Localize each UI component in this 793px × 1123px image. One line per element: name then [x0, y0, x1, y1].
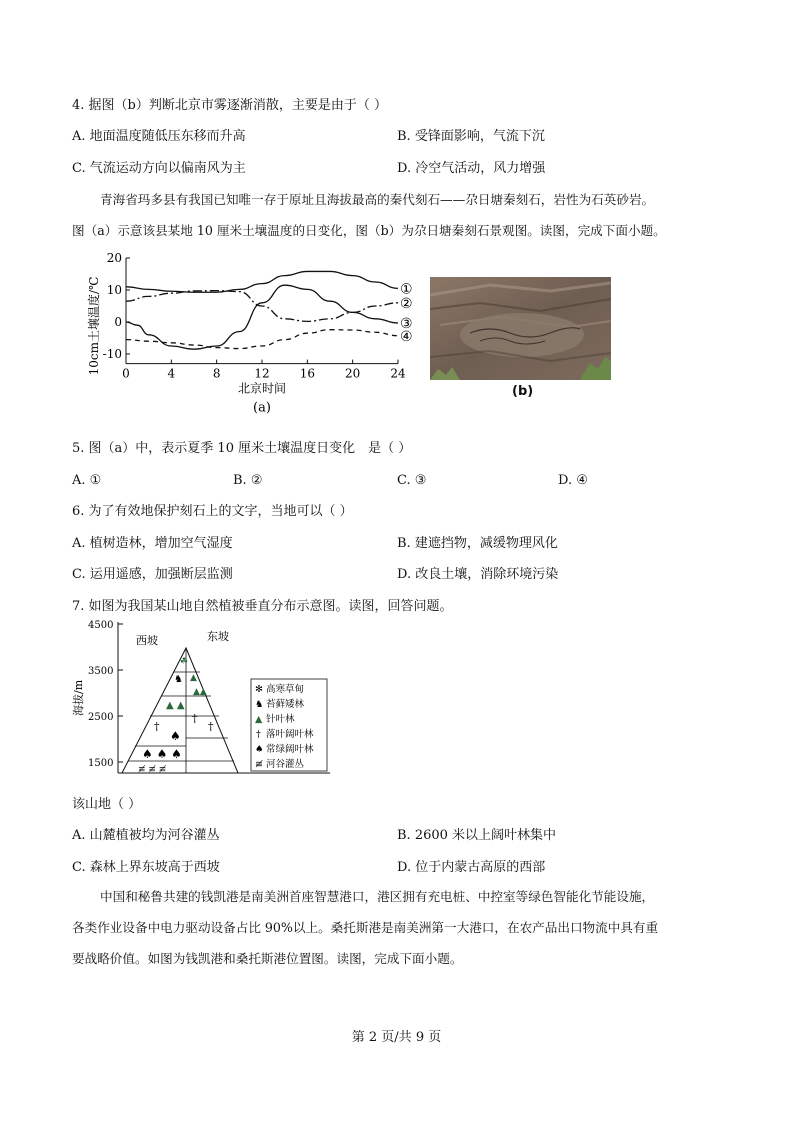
deciduous-icon: † [154, 720, 160, 733]
q4-option-d[interactable]: D. 冷空气活动，风力增强 [397, 161, 546, 176]
evergreen-icon-2: ♠ ♠ ♠ [142, 747, 182, 761]
question-7-sub: 该山地（ ） [72, 797, 142, 812]
series-line-2 [126, 291, 398, 322]
series-label-4: ④ [400, 328, 413, 345]
q5-option-b[interactable]: B. ② [233, 473, 263, 488]
series-line-1 [126, 271, 398, 292]
chart-series [126, 271, 398, 349]
chart-y-label: 10cm土壤温度/℃ [87, 276, 101, 376]
q5-option-a[interactable]: A. ① [72, 473, 102, 488]
passage2-line3: 要战略价值。如图为钱凯港和桑托斯港位置图。读图，完成下面小题。 [72, 951, 463, 966]
q6-option-a[interactable]: A. 植树造林，增加空气湿度 [72, 536, 233, 551]
legend-deciduous: 落叶阔叶林 [266, 729, 314, 740]
series-label-1: ① [400, 281, 413, 298]
legend-moss: 苔藓矮林 [266, 699, 305, 710]
x-tick-label: 0 [122, 366, 130, 381]
legend-evergreen: 常绿阔叶林 [266, 744, 314, 755]
series-line-3 [126, 285, 398, 349]
chart-labels [400, 281, 413, 344]
chart-x-label: 北京时间 [237, 381, 287, 396]
y-tick-1500: 1500 [88, 758, 114, 769]
conifer-icon-2: ▲ ▲ [166, 700, 185, 711]
q6-option-d[interactable]: D. 改良土壤，消除环境污染 [397, 567, 559, 582]
q5-option-d[interactable]: D. ④ [558, 473, 588, 488]
y-tick-label: -10 [102, 347, 122, 361]
passage2-line2: 各类作业设备中电力驱动设备占比 90%以上。桑托斯港是南美洲第一大港口，在农产品出口物流中具有重 [72, 920, 659, 935]
q6-option-b[interactable]: B. 建遮挡物，减缓物理风化 [397, 536, 558, 551]
mountain-vegetation-diagram [70, 616, 340, 780]
legend-shrub-icon: ≢ [255, 759, 263, 770]
mountain-y-label: 海拔/m [72, 679, 85, 716]
q7-option-a[interactable]: A. 山麓植被均为河谷灌丛 [72, 828, 220, 843]
shrub-icon: ≢ ≢ ≢ [138, 765, 167, 775]
legend-moss-icon: ♞ [255, 699, 264, 710]
figure-b-caption: (b) [512, 384, 534, 399]
deciduous-icon-3: † [208, 720, 214, 733]
passage2-line1: 中国和秘鲁共建的钱凯港是南美洲首座智慧港口，港区拥有充电桩、中控室等绿色智能化节能设施， [100, 889, 655, 904]
y-tick-4500: 4500 [88, 620, 114, 631]
question-7-stem: 7. 如图为我国某山地自然植被垂直分布示意图。读图，回答问题。 [72, 599, 453, 614]
q7-option-d[interactable]: D. 位于内蒙古高原的西部 [397, 860, 546, 875]
q4-option-b[interactable]: B. 受锋面影响，气流下沉 [397, 129, 545, 144]
question-4-stem: 4. 据图（b）判断北京市雾逐渐消散，主要是由于（ ） [72, 98, 387, 113]
x-tick-label: 8 [212, 366, 221, 381]
y-tick-label: 20 [106, 251, 122, 265]
passage1-line1: 青海省玛多县有我国已知唯一存于原址且海拔最高的秦代刻石——尕日塘秦刻石，岩性为石英砂岩。 [100, 192, 655, 207]
legend-meadow-icon: ✻ [255, 684, 263, 695]
x-tick-label: 4 [167, 366, 176, 381]
legend-conifer: 针叶林 [266, 714, 295, 725]
q4-option-a[interactable]: A. 地面温度随低压东移而升高 [72, 129, 246, 144]
q4-option-c[interactable]: C. 气流运动方向以偏南风为主 [72, 161, 246, 176]
west-slope-label: 西坡 [136, 634, 158, 647]
q7-option-c[interactable]: C. 森林上界东坡高于西坡 [72, 860, 220, 875]
q5-option-c[interactable]: C. ③ [397, 473, 427, 488]
series-label-3: ③ [400, 315, 413, 332]
conifer-icon-3: ▲▲ [193, 687, 207, 697]
passage1-line2: 图（a）示意该县某地 10 厘米土壤温度的日变化，图（b）为尕日塘秦刻石景观图。读图，完成下面小题。 [72, 223, 666, 238]
q6-option-c[interactable]: C. 运用遥感，加强断层监测 [72, 567, 233, 582]
x-tick-label: 24 [390, 366, 406, 381]
conifer-icon: ▲ [190, 673, 197, 683]
legend-evergreen-icon: ♠ [255, 744, 264, 755]
y-tick-label: 10 [106, 283, 122, 297]
question-5-stem: 5. 图（a）中，表示夏季 10 厘米土壤温度日变化 是（ ） [72, 441, 412, 456]
meadow-icon: ☘ [180, 657, 189, 667]
y-tick-label: 0 [114, 315, 122, 329]
chart-caption: (a) [253, 400, 271, 416]
deciduous-icon-2: † [192, 712, 198, 725]
legend-meadow: 高寒草甸 [266, 684, 305, 695]
legend-shrub: 河谷灌丛 [266, 759, 305, 770]
q7-option-b[interactable]: B. 2600 米以上阔叶林集中 [397, 828, 557, 843]
y-tick-2500: 2500 [88, 712, 114, 723]
legend-deciduous-icon: † [256, 729, 261, 740]
question-6-stem: 6. 为了有效地保护刻石上的文字，当地可以（ ） [72, 504, 353, 519]
page-footer: 第 2 页/共 9 页 [351, 1030, 442, 1045]
x-tick-label: 12 [254, 366, 270, 381]
legend-conifer-icon: ▲ [255, 714, 263, 725]
y-tick-3500: 3500 [88, 666, 114, 677]
moss-forest-icon: ♞ [174, 674, 183, 685]
series-label-2: ② [400, 295, 413, 312]
x-tick-label: 16 [299, 366, 315, 381]
east-slope-label: 东坡 [207, 630, 229, 643]
x-tick-label: 20 [345, 366, 361, 381]
soil-temperature-chart [84, 248, 424, 430]
stone-carving-photo [430, 277, 611, 380]
evergreen-icon: ♠ [170, 729, 181, 743]
